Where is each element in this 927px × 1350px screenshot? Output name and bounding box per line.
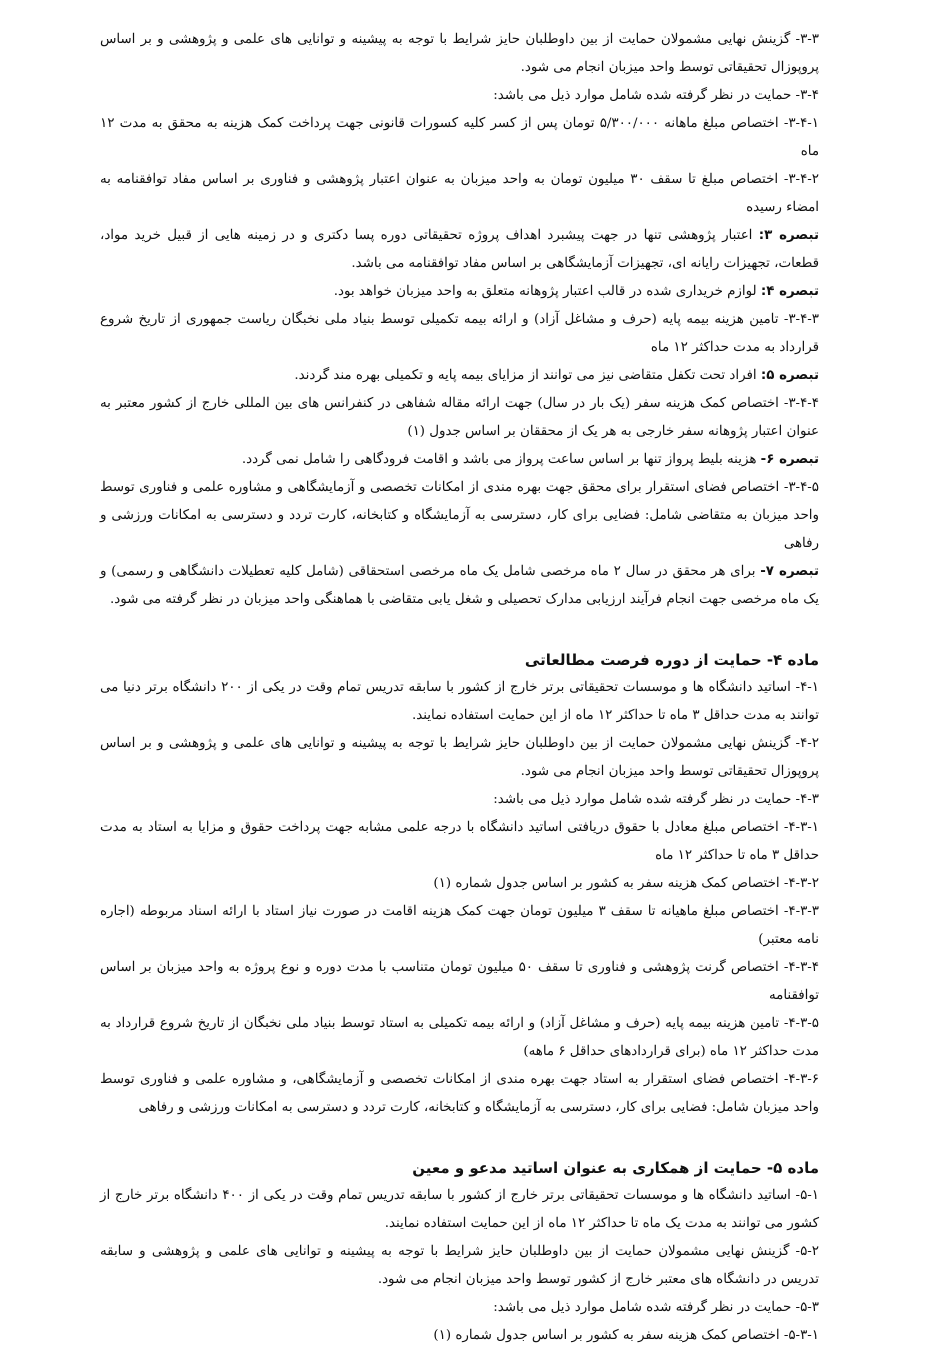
clause-4-1: ۴-۱- اساتید دانشگاه ها و موسسات تحقیقاتی برتر خارج از کشور با سابقه تدریس تمام وقت در یکی از ۲۰۰ دانشگاه برتر دنیا می توانند به مدت حداقل ۳ ماه تا حداکثر ۱۲ ماه از این حمایت استفاده نمایند. — [100, 680, 819, 723]
clause-4-3-5: ۴-۳-۵- تامین هزینه بیمه پایه (حرف و مشاغل آزاد) و ارائه بیمه تکمیلی به استاد توسط بنیاد ملی نخبگان از تاریخ شروع قرارداد به مدت حداکثر ۱۲ ماه (برای قراردادهای حداقل ۶ ماهه) — [100, 1016, 819, 1059]
article-5-heading: ماده ۵- حمایت از همکاری به عنوان اساتید مدعو و معین — [412, 1159, 819, 1177]
clause-4-3: ۴-۳- حمایت در نظر گرفته شده شامل موارد ذیل می باشد: — [493, 792, 819, 807]
section-gap — [100, 614, 819, 646]
section-gap — [100, 1122, 819, 1154]
clause-5-3: ۵-۳- حمایت در نظر گرفته شده شامل موارد ذیل می باشد: — [493, 1300, 819, 1315]
note-4 — [100, 278, 819, 306]
clause-3-4-2: ۳-۴-۲- اختصاص مبلغ تا سقف ۳۰ میلیون تومان به واحد میزبان به عنوان اعتبار پژوهشی و فناوری بر اساس مفاد توافقنامه به امضاء رسیده — [100, 172, 819, 215]
note-5 — [100, 362, 819, 390]
note-7 — [100, 558, 819, 614]
note-6-lead: تبصره ۶- — [760, 452, 819, 467]
clause-5-1: ۵-۱- اساتید دانشگاه ها و موسسات تحقیقاتی برتر خارج از کشور با سابقه تدریس تمام وقت در یکی از ۴۰۰ دانشگاه برتر خارج از کشور می توانند به مدت یک ماه تا حداکثر ۱۲ ماه از این حمایت استفاده نمایند. — [100, 1188, 819, 1231]
clause-4-3-2: ۴-۳-۲- اختصاص کمک هزینه سفر به کشور بر اساس جدول شماره (۱) — [433, 876, 819, 891]
clause-4-3-6: ۴-۳-۶- اختصاص فضای استقرار به استاد جهت بهره مندی از امکانات تخصصی و آزمایشگاهی، و مشاوره علمی و فناوری توسط واحد میزبان شامل: فضایی برای کار، دسترسی به آزمایشگاه و کتابخانه، کارت تردد و دسترسی به امکانات ورزشی و رفاهی — [100, 1072, 819, 1115]
note-3-lead: تبصره ۳: — [758, 228, 819, 243]
clause-4-3-4: ۴-۳-۴- اختصاص گرنت پژوهشی و فناوری تا سقف ۵۰ میلیون تومان متناسب با مدت دوره و نوع پروژه به واحد میزبان بر اساس توافقنامه — [100, 960, 819, 1003]
note-4-lead: تبصره ۴: — [760, 284, 819, 299]
clause-5-2: ۵-۲- گزینش نهایی مشمولان حمایت از بین داوطلبان حایز شرایط با توجه به پیشینه و توانایی های علمی و پژوهشی و سابقه تدریس در دانشگاه های معتبر خارج از کشور توسط واحد میزبان انجام می شود. — [100, 1244, 820, 1287]
clause-5-3-1: ۵-۳-۱- اختصاص کمک هزینه سفر به کشور بر اساس جدول شماره (۱) — [433, 1328, 819, 1343]
note-3 — [100, 222, 819, 278]
clause-3-4: ۳-۴- حمایت در نظر گرفته شده شامل موارد ذیل می باشد: — [493, 88, 819, 103]
article-4-heading: ماده ۴- حمایت از دوره فرصت مطالعاتی — [524, 651, 819, 669]
clause-4-2: ۴-۲- گزینش نهایی مشمولان حمایت از بین داوطلبان حایز شرایط با توجه به پیشینه و توانایی های علمی و پژوهشی و بر اساس پروپوزال تحقیقاتی توسط واحد میزبان انجام می شود. — [100, 736, 819, 779]
clause-3-4-4: ۳-۴-۴- اختصاص کمک هزینه سفر (یک بار در سال) جهت ارائه مقاله شفاهی در کنفرانس های بین المللی خارج از کشور معتبر به عنوان اعتبار پژوهانه سفر خارجی به هر یک از محققان بر اساس جدول (۱) — [100, 396, 819, 439]
note-4-text: لوازم خریداری شده در قالب اعتبار پژوهانه متعلق به واحد میزبان خواهد بود. — [333, 284, 761, 299]
clause-3-4-1: ۳-۴-۱- اختصاص مبلغ ماهانه ۵/۳۰۰/۰۰۰ تومان پس از کسر کلیه کسورات قانونی جهت پرداخت کمک هزینه به محقق به مدت ۱۲ ماه — [100, 116, 819, 159]
clause-3-4-5: ۳-۴-۵- اختصاص فضای استقرار برای محقق جهت بهره مندی از امکانات تخصصی و آزمایشگاهی و مشاوره علمی و فناوری توسط واحد میزبان به متقاضی شامل: فضایی برای کار، دسترسی به آزمایشگاه و کتابخانه، کارت تردد و دسترسی به امکانات ورزشی و رفاهی — [100, 480, 819, 551]
clause-4-3-1: ۴-۳-۱- اختصاص مبلغ معادل با حقوق دریافتی اساتید دانشگاه با درجه علمی مشابه جهت پرداخت حقوق و مزایا به استاد به مدت حداقل ۳ ماه تا حداکثر ۱۲ ماه — [100, 820, 819, 863]
note-5-lead: تبصره ۵: — [760, 368, 819, 383]
note-6-text: هزینه بلیط پرواز تنها بر اساس ساعت پرواز می باشد و اقامت فرودگاهی را شامل نمی گردد. — [241, 452, 761, 467]
document-page — [100, 26, 819, 1350]
clause-4-3-3: ۴-۳-۳- اختصاص مبلغ ماهیانه تا سقف ۳ میلیون تومان جهت کمک هزینه اقامت در صورت نیاز استاد با ارائه اسناد مربوطه (اجاره نامه معتبر) — [100, 904, 820, 947]
note-6 — [100, 446, 819, 474]
clause-3-3: ۳-۳- گزینش نهایی مشمولان حمایت از بین داوطلبان حایز شرایط با توجه به پیشینه و توانایی های علمی و پژوهشی و بر اساس پروپوزال تحقیقاتی توسط واحد میزبان انجام می شود. — [100, 32, 819, 75]
note-7-lead: تبصره ۷- — [760, 564, 819, 579]
note-5-text: افراد تحت تکفل متقاضی نیز می توانند از مزایای بیمه پایه و تکمیلی بهره مند گردند. — [294, 368, 761, 383]
note-3-text: اعتبار پژوهشی تنها در جهت پیشبرد اهداف پروژه تحقیقاتی دوره پسا دکتری و در زمینه هایی از قبیل خرید مواد، قطعات، تجهیزات رایانه ای، تجهیزات آزمایشگاهی بر اساس مفاد توافقنامه می باشد. — [100, 228, 819, 271]
clause-3-4-3: ۳-۴-۳- تامین هزینه بیمه پایه (حرف و مشاغل آزاد) و ارائه بیمه تکمیلی توسط بنیاد ملی نخبگان ریاست جمهوری از تاریخ شروع قرارداد به مدت حداکثر ۱۲ ماه — [100, 312, 819, 355]
note-7-text: برای هر محقق در سال ۲ ماه مرخصی شامل یک ماه مرخصی استحقاقی (شامل کلیه تعطیلات دانشگاهی و رسمی) و یک ماه مرخصی جهت انجام فرآیند ارزیابی مدارک تحصیلی و شغل یابی متقاضی با هماهنگی واحد میزبان در نظر گرفته می شود. — [100, 564, 819, 607]
